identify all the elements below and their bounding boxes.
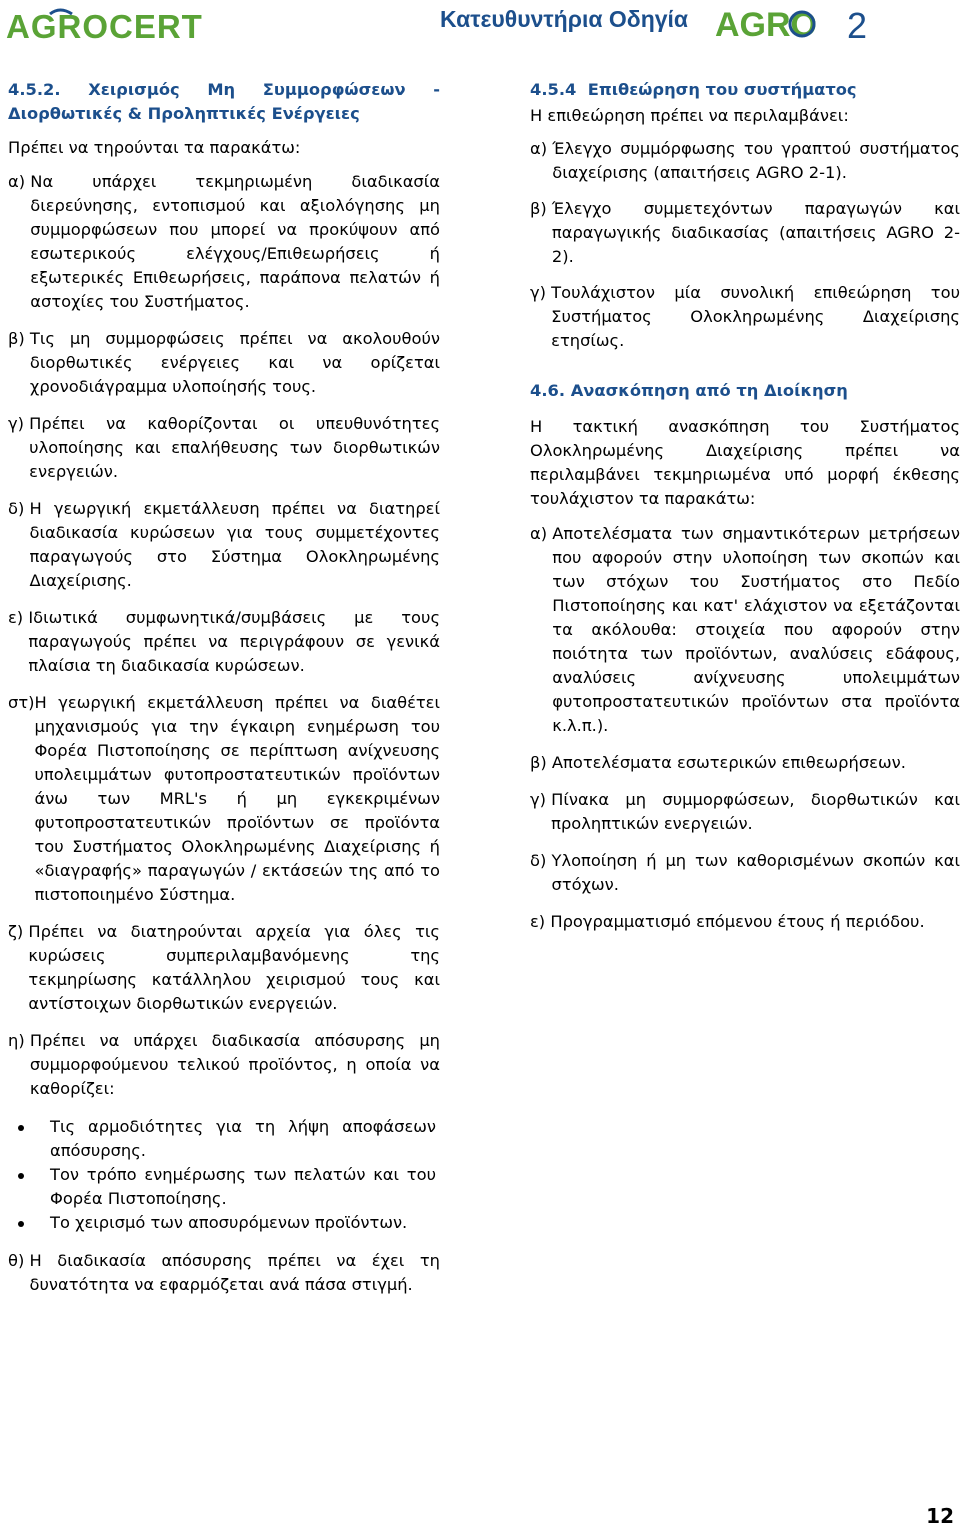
page-number: 12 [926,1504,954,1528]
item-text: Η γεωργική εκμετάλλευση πρέπει να διατηρεί διαδικασία κυρώσεων για τους συμμετέχοντες παραγωγούς στο Σύστημα Ολοκληρωμένης Διαχείρισης. [29,499,440,590]
item-text: Αποτελέσματα εσωτερικών επιθεωρήσεων. [551,753,906,772]
bullet-item [8,1115,440,1163]
list-item [8,327,440,399]
list-item [8,920,440,1016]
item-text: Πρέπει να καθορίζονται οι υπευθυνότητες υλοποίησης και επαλήθευσης των διορθωτικών ενεργειών. [29,414,440,481]
intro-text: Η επιθεώρηση πρέπει να περιλαμβάνει: [530,106,849,125]
item-text: Τουλάχιστον μία συνολική επιθεώρηση του Συστήματος Ολοκληρωμένης Διαχείρισης ετησίως. [551,283,960,350]
item-text: Να υπάρχει τεκμηριωμένη διαδικασία διερεύνησης, εντοπισμού και αξιολόγησης μη συμμορφώσεων που μπορεί να προκύψουν από εσωτερικούς ελέγχους/Επιθεωρήσεις ή εξωτερικές Επιθεωρήσεις, παράπονα πελατών ή αστοχίες του Συστήματος. [30,172,440,311]
page-header [0,0,960,52]
list-item [530,281,960,353]
item-label: δ) [530,851,552,870]
item-text: Τις μη συμμορφώσεις πρέπει να ακολουθούν διορθωτικές ενέργειες και να ορίζεται χρονοδιάγραμμα υλοποίησής τους. [29,329,440,396]
list-item [530,522,960,738]
item-text: Πίνακα μη συμμορφώσεων, διορθωτικών και προληπτικών ενεργειών. [551,790,960,833]
item-text: Πρέπει να υπάρχει διαδικασία απόσυρσης μη συμμορφούμενου τελικού προϊόντος, η οποία να καθορίζει: [29,1031,440,1098]
left-column [8,78,440,1297]
svg-text:AGRO: AGRO [715,6,817,44]
item-label: γ) [530,790,552,809]
item-label: α) [530,139,553,158]
bullet-item [8,1163,440,1211]
list-item [530,788,960,836]
list-item [8,170,440,314]
svg-text:2: 2 [847,5,868,46]
item-label: γ) [8,414,30,433]
bullet-icon [8,1115,50,1163]
list-item [530,910,960,934]
item-text: Προγραμματισμό επόμενου έτους ή περιόδου. [550,912,925,931]
item-text: Αποτελέσματα των σημαντικότερων μετρήσεων που αφορούν στην υλοποίηση των σκοπών και των στόχων του Συστήματος στο Πεδίο Πιστοποίησης και κατ' ελάχιστον να εξετάζονται τα ακόλουθα: στοιχεία που αφορούν στην ποιότητα των προϊόντων, αναλύσεις εδάφους, αναλύσεις ανίχνευσης υπολειμμάτων φυτοπροστατευτικών προϊόντων στα προϊόντα κ.λ.π.). [552,524,960,735]
list-item [8,691,440,907]
section-heading-4-5-2: 4.5.2. Χειρισμός Μη Συμμορφώσεων - Διορθωτικές & Προληπτικές Ενέργειες [8,80,440,123]
item-label: α) [8,172,31,191]
list-item [8,412,440,484]
item-label: στ) [8,693,35,712]
intro-text: Πρέπει να τηρούνται τα παρακάτω: [8,138,301,157]
list-item [8,606,440,678]
bullet-icon [8,1163,50,1211]
item-label: ε) [530,912,551,931]
bullet-text: Το χειρισμό των αποσυρόμενων προϊόντων. [50,1213,408,1232]
list-item [530,197,960,269]
item-label: δ) [8,499,30,518]
item-text: Πρέπει να διατηρούνται αρχεία για όλες τις κυρώσεις συμπεριλαμβανόμενης της τεκμηρίωσης κατάλληλου χειρισμού τους και αντίστοιχων διορθωτικών ενεργειών. [28,922,440,1013]
item-label: γ) [530,283,552,302]
item-text: Η γεωργική εκμετάλλευση πρέπει να διαθέτει μηχανισμούς για την έγκαιρη ενημέρωση του Φορέα Πιστοποίησης σε περίπτωση ανίχνευσης υπολειμμάτων φυτοπροστατευτικών προϊόντων άνω των MRL's ή μη εγκεκριμένων φυτοπροστατευτικών προϊόντων σε προϊόντα του Συστήματος Ολοκληρωμένης Διαχείρισης ή «διαγραφής» παραγωγών / εκτάσεών της από το πιστοποιημένο Σύστημα. [34,693,440,904]
document-title: Κατευθυντήρια Οδηγία [440,6,689,32]
item-label: η) [8,1031,30,1050]
item-label: ζ) [8,922,29,941]
item-text: Η διαδικασία απόσυρσης πρέπει να έχει τη δυνατότητα να εφαρμόζεται ανά πάσα στιγμή. [29,1251,440,1294]
list-item [8,497,440,593]
agro2-logo [715,2,945,46]
intro-text: Η τακτική ανασκόπηση του Συστήματος Ολοκληρωμένης Διαχείρισης πρέπει να περιλαμβάνει τεκμηριωμένα υπό μορφή έκθεσης τουλάχιστον τα παρακάτω: [530,417,960,508]
list-item [530,751,960,775]
item-label: β) [530,753,552,772]
section-heading-4-5-4: 4.5.4 Επιθεώρηση του συστήματος [530,80,857,99]
item-label: β) [8,329,30,348]
item-text: Έλεγχο συμμόρφωσης του γραπτού συστήματος διαχείρισης (απαιτήσεις AGRO 2-1). [552,139,960,182]
item-text: Έλεγχο συμμετεχόντων παραγωγών και παραγωγικής διαδικασίας (απαιτήσεις AGRO 2-2). [551,199,960,266]
bullet-list [8,1115,440,1235]
list-item [530,849,960,897]
item-label: ε) [8,608,29,627]
bullet-text: Τον τρόπο ενημέρωσης των πελατών και του Φορέα Πιστοποίησης. [50,1165,436,1208]
bullet-text: Τις αρμοδιότητες για τη λήψη αποφάσεων απόσυρσης. [50,1117,436,1160]
bullet-icon [8,1211,50,1235]
agrocert-logo [6,4,206,48]
item-text: Ιδιωτικά συμφωνητικά/συμβάσεις με τους παραγωγούς πρέπει να περιγράφουν σε γενικά πλαίσια τη διαδικασία κυρώσεων. [28,608,440,675]
list-item [8,1029,440,1101]
item-label: α) [530,524,553,543]
item-label: β) [530,199,552,218]
list-item [530,137,960,185]
bullet-item [8,1211,440,1235]
svg-text:AGROCERT: AGROCERT [6,8,203,45]
list-item [8,1249,440,1297]
item-text: Υλοποίηση ή μη των καθορισμένων σκοπών και στόχων. [551,851,960,894]
section-heading-4-6: 4.6. Ανασκόπηση από τη Διοίκηση [530,381,848,400]
right-column [530,78,960,934]
item-label: θ) [8,1251,30,1270]
